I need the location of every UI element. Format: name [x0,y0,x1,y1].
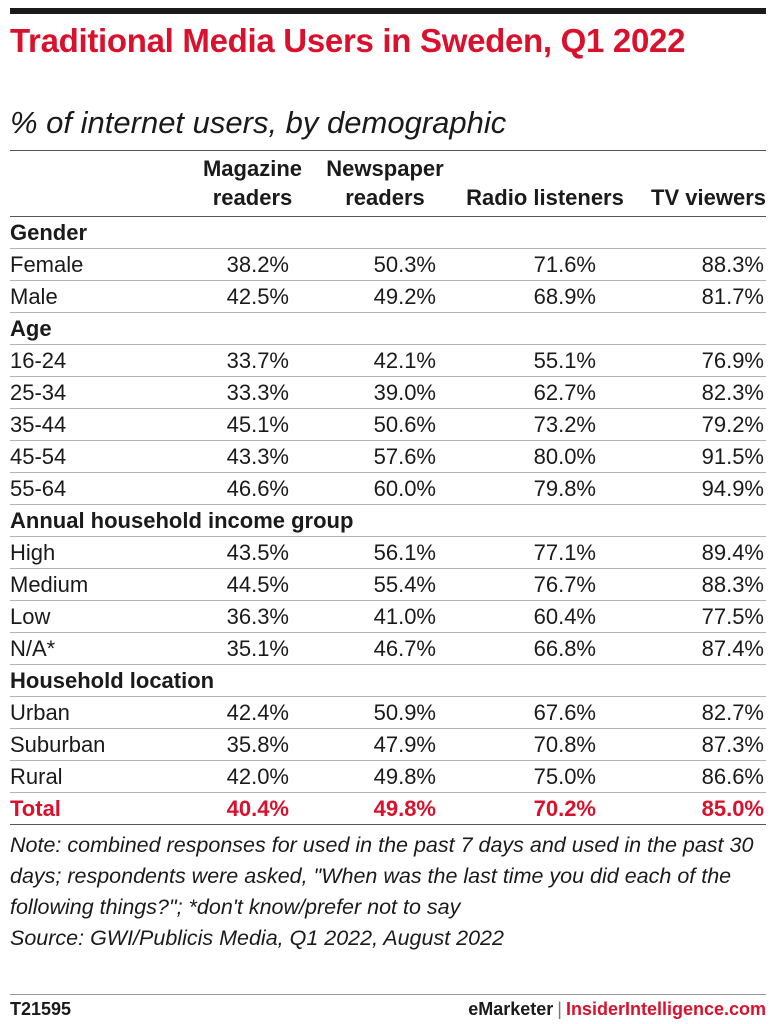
magazine-value: 46.6% [200,473,305,505]
column-header-tv: TV viewers [625,151,766,217]
table-row [10,633,766,665]
row-label: Male [10,281,200,313]
footer-brand [468,999,766,1020]
table-row [10,761,766,793]
note-text: Note: combined responses for used in the past 7 days and used in the past 30 days; respondents were asked, "When was the last time you did each of the following things?"; *don't know/prefer not to say [10,833,754,919]
newspaper-value: 50.3% [305,249,465,281]
row-label: Female [10,249,200,281]
tv-value: 82.7% [625,697,766,729]
table-row [10,697,766,729]
radio-value: 67.6% [465,697,625,729]
magazine-value: 40.4% [200,793,305,825]
group-label: Age [10,313,766,345]
magazine-value: 36.3% [200,601,305,633]
radio-value: 62.7% [465,377,625,409]
table-row [10,345,766,377]
newspaper-value: 49.8% [305,793,465,825]
total-row [10,793,766,825]
newspaper-value: 50.9% [305,697,465,729]
radio-value: 68.9% [465,281,625,313]
group-label: Gender [10,217,766,249]
magazine-value: 43.3% [200,441,305,473]
data-table [10,150,766,825]
tv-value: 89.4% [625,537,766,569]
table-row [10,473,766,505]
group-row [10,313,766,345]
newspaper-value: 56.1% [305,537,465,569]
tv-value: 81.7% [625,281,766,313]
newspaper-value: 55.4% [305,569,465,601]
tv-value: 77.5% [625,601,766,633]
group-row [10,505,766,537]
radio-value: 70.2% [465,793,625,825]
row-label: 35-44 [10,409,200,441]
magazine-value: 35.1% [200,633,305,665]
radio-value: 75.0% [465,761,625,793]
tv-value: 82.3% [625,377,766,409]
newspaper-value: 41.0% [305,601,465,633]
radio-value: 73.2% [465,409,625,441]
newspaper-value: 49.2% [305,281,465,313]
row-label: 16-24 [10,345,200,377]
newspaper-value: 49.8% [305,761,465,793]
radio-value: 60.4% [465,601,625,633]
magazine-value: 42.5% [200,281,305,313]
newspaper-value: 46.7% [305,633,465,665]
tv-value: 76.9% [625,345,766,377]
magazine-value: 33.7% [200,345,305,377]
radio-value: 71.6% [465,249,625,281]
newspaper-value: 42.1% [305,345,465,377]
group-label: Household location [10,665,766,697]
magazine-value: 42.4% [200,697,305,729]
magazine-value: 44.5% [200,569,305,601]
row-label: 25-34 [10,377,200,409]
row-label: Medium [10,569,200,601]
table-row [10,729,766,761]
tv-value: 79.2% [625,409,766,441]
table-row [10,441,766,473]
group-row [10,665,766,697]
row-label: Suburban [10,729,200,761]
column-header-radio: Radio listeners [465,151,625,217]
tv-value: 87.4% [625,633,766,665]
table-row [10,409,766,441]
brand-emarketer: eMarketer [468,999,554,1019]
column-header-newspaper: Newspaper readers [305,151,465,217]
table-row [10,249,766,281]
group-row [10,217,766,249]
tv-value: 87.3% [625,729,766,761]
row-label: Low [10,601,200,633]
radio-value: 55.1% [465,345,625,377]
magazine-value: 45.1% [200,409,305,441]
table-row [10,601,766,633]
magazine-value: 43.5% [200,537,305,569]
header-row [10,151,766,217]
row-label: Total [10,793,200,825]
tv-value: 85.0% [625,793,766,825]
table-row [10,377,766,409]
chart-subtitle: % of internet users, by demographic [10,105,507,140]
top-rule [10,8,766,14]
newspaper-value: 57.6% [305,441,465,473]
tv-value: 94.9% [625,473,766,505]
magazine-value: 35.8% [200,729,305,761]
row-label: High [10,537,200,569]
brand-insider-intelligence: InsiderIntelligence.com [565,999,766,1019]
radio-value: 80.0% [465,441,625,473]
table-body [10,217,766,825]
footer-rule [10,994,766,995]
row-label: 55-64 [10,473,200,505]
table-row [10,281,766,313]
radio-value: 76.7% [465,569,625,601]
table-row [10,537,766,569]
radio-value: 70.8% [465,729,625,761]
column-header-label [10,151,200,217]
magazine-value: 33.3% [200,377,305,409]
chart-title: Traditional Media Users in Sweden, Q1 2022 [10,22,686,59]
brand-separator: | [557,999,562,1019]
newspaper-value: 50.6% [305,409,465,441]
magazine-value: 42.0% [200,761,305,793]
chart-id: T21595 [10,999,72,1019]
newspaper-value: 60.0% [305,473,465,505]
row-label: Rural [10,761,200,793]
row-label: N/A* [10,633,200,665]
column-header-magazine: Magazine readers [200,151,305,217]
source-text: Source: GWI/Publicis Media, Q1 2022, August 2022 [10,926,504,950]
group-label: Annual household income group [10,505,766,537]
tv-value: 88.3% [625,569,766,601]
tv-value: 88.3% [625,249,766,281]
table-row [10,569,766,601]
tv-value: 91.5% [625,441,766,473]
newspaper-value: 47.9% [305,729,465,761]
magazine-value: 38.2% [200,249,305,281]
row-label: Urban [10,697,200,729]
tv-value: 86.6% [625,761,766,793]
radio-value: 77.1% [465,537,625,569]
note-block [10,830,766,954]
row-label: 45-54 [10,441,200,473]
radio-value: 79.8% [465,473,625,505]
radio-value: 66.8% [465,633,625,665]
newspaper-value: 39.0% [305,377,465,409]
